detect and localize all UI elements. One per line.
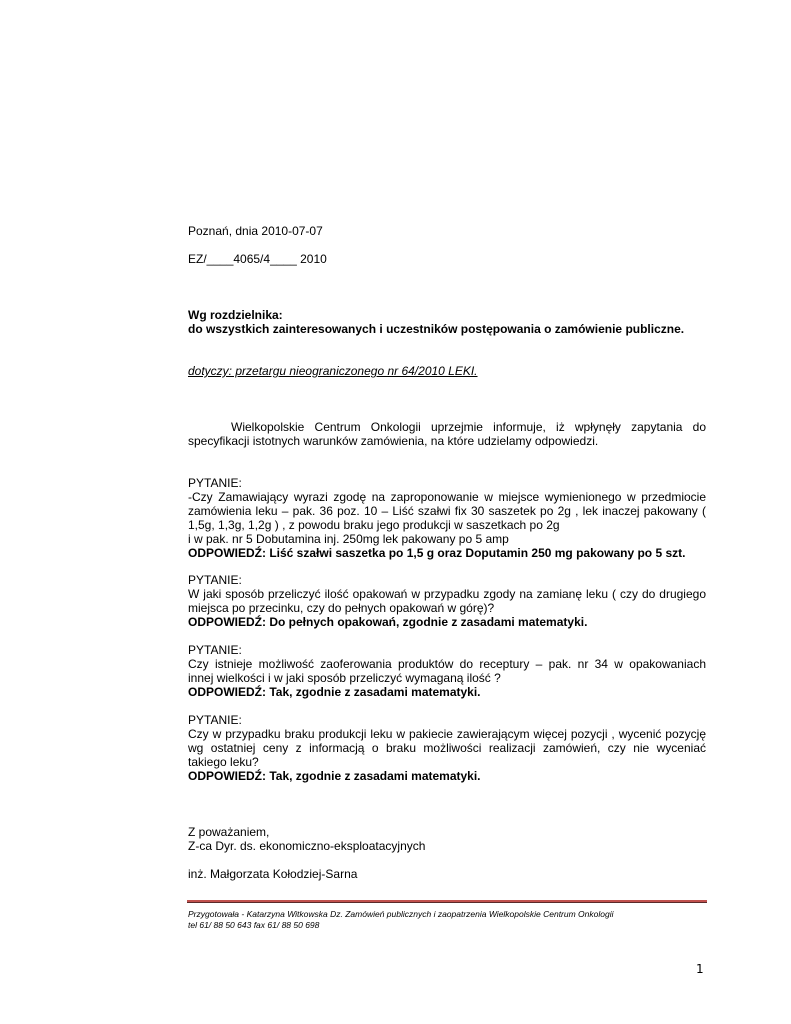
question-label: PYTANIE: xyxy=(188,713,242,727)
page-number: 1 xyxy=(696,962,704,976)
qa-item-1 xyxy=(188,476,706,560)
signatory xyxy=(188,867,706,881)
qa-item-2 xyxy=(188,573,706,629)
question-line: zamówienia leku – pak. 36 poz. 10 – Liść szałwi fix 30 saszetek po 2g , lek inaczej pakowany ( xyxy=(188,504,706,518)
question-line: wg ostatniej ceny z informacją o braku możliwości realizacji zamówień, czy nie wyceniać xyxy=(188,741,706,755)
answer-text: ODPOWIEDŹ: Liść szałwi saszetka po 1,5 g oraz Doputamin 250 mg pakowany po 5 szt. xyxy=(188,546,686,560)
question-line: i w pak. nr 5 Dobutamina inj. 250mg lek pakowany po 5 amp xyxy=(188,532,509,546)
question-line: innej wielkości i w jaki sposób przeliczyć wymaganą ilość ? xyxy=(188,671,501,685)
question-line: 1,5g, 1,3g, 1,2g ) , z powodu braku jego produkcji w saszetkach po 2g xyxy=(188,518,560,532)
answer-text: ODPOWIEDŹ: Do pełnych opakowań, zgodnie z zasadami matematyki. xyxy=(188,615,588,629)
question-line: Czy w przypadku braku produkcji leku w pakiecie zawierającym więcej pozycji , wycenić pozycję xyxy=(188,727,706,741)
question-line: takiego leku? xyxy=(188,755,259,769)
reference-text: EZ/____4065/4____ 2010 xyxy=(188,252,327,266)
intro-paragraph xyxy=(188,420,706,448)
question-line: Czy istnieje możliwość zaoferowania produktów do receptury – pak. nr 34 w opakowaniach xyxy=(188,657,706,671)
answer-text: ODPOWIEDŹ: Tak, zgodnie z zasadami matematyki. xyxy=(188,685,481,699)
subject xyxy=(188,364,706,378)
footer-line-1: Przygotowała - Katarzyna Witkowska Dz. Zamówień publicznych i zaopatrzenia Wielkopolskie Centrum Onkologii xyxy=(188,909,614,919)
question-line: W jaki sposób przeliczyć ilość opakowań w przypadku zgody na zamianę leku ( czy do drugiego xyxy=(188,587,706,601)
addressee xyxy=(188,308,706,336)
closing-greeting: Z poważaniem, xyxy=(188,825,270,839)
reference-number xyxy=(188,252,706,266)
question-label: PYTANIE: xyxy=(188,476,242,490)
place-date xyxy=(188,224,706,238)
question-line: miejsca po przecinku, czy do pełnych opakowań w górę)? xyxy=(188,601,495,615)
footer-line-2: tel 61/ 88 50 643 fax 61/ 88 50 698 xyxy=(188,920,320,930)
answer-text: ODPOWIEDŹ: Tak, zgodnie z zasadami matematyki. xyxy=(188,769,481,783)
qa-item-4 xyxy=(188,713,706,783)
intro-line-2: specyfikacji istotnych warunków zamówienia, na które udzielamy odpowiedzi. xyxy=(188,434,599,448)
intro-line-1: Wielkopolskie Centrum Onkologii uprzejmie informuje, iż wpłynęły zapytania do xyxy=(231,420,706,434)
addressee-line-2: do wszystkich zainteresowanych i uczestników postępowania o zamówienie publiczne. xyxy=(188,322,685,336)
closing xyxy=(188,825,706,853)
subject-text: dotyczy: przetargu nieograniczonego nr 64/2010 LEKI. xyxy=(188,364,478,378)
question-label: PYTANIE: xyxy=(188,573,242,587)
question-label: PYTANIE: xyxy=(188,643,242,657)
addressee-line-1: Wg rozdzielnika: xyxy=(188,308,283,322)
place-date-text: Poznań, dnia 2010-07-07 xyxy=(188,224,323,238)
question-line: -Czy Zamawiający wyrazi zgodę na zaproponowanie w miejsce wymienionego w przedmiocie xyxy=(188,490,706,504)
signatory-title: Z-ca Dyr. ds. ekonomiczno-eksploatacyjnych xyxy=(188,839,426,853)
signatory-name: inż. Małgorzata Kołodziej-Sarna xyxy=(188,867,358,881)
footer xyxy=(188,909,708,931)
footer-divider-shadow xyxy=(187,902,707,903)
qa-item-3 xyxy=(188,643,706,699)
